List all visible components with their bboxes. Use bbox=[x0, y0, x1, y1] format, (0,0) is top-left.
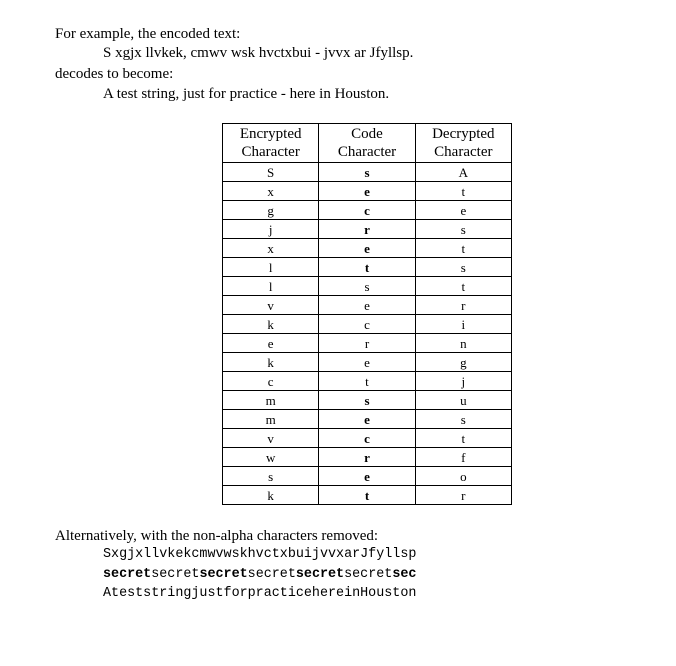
code-cell: e bbox=[319, 467, 415, 486]
header-code: Code Character bbox=[319, 124, 415, 163]
key-segment: sec bbox=[392, 567, 417, 582]
key-segment: secret bbox=[199, 567, 248, 582]
encrypted-cell: g bbox=[223, 201, 319, 220]
encrypted-string: SxgjxllvkekcmwvwskhvctxbuijvvxarJfyllsp bbox=[103, 547, 417, 562]
table-row bbox=[223, 201, 512, 220]
encrypted-cell: v bbox=[223, 429, 319, 448]
code-cell: c bbox=[319, 315, 415, 334]
code-cell: e bbox=[319, 410, 415, 429]
table-row bbox=[223, 410, 512, 429]
encrypted-cell: s bbox=[223, 467, 319, 486]
decrypted-string: AteststringjustforpracticehereinHouston bbox=[103, 586, 417, 601]
table-row bbox=[223, 372, 512, 391]
encrypted-cell: k bbox=[223, 353, 319, 372]
code-cell: e bbox=[319, 239, 415, 258]
encrypted-cell: v bbox=[223, 296, 319, 315]
table-row bbox=[223, 334, 512, 353]
table-row bbox=[223, 353, 512, 372]
code-cell: r bbox=[319, 220, 415, 239]
key-segment: secret bbox=[295, 567, 345, 582]
encrypted-cell: e bbox=[223, 334, 319, 353]
key-segment: secret bbox=[247, 567, 296, 582]
key-string bbox=[103, 566, 416, 584]
decrypted-cell: t bbox=[415, 239, 511, 258]
encrypted-cell: x bbox=[223, 182, 319, 201]
header-encrypted: Encrypted Character bbox=[223, 124, 319, 163]
table-header-row bbox=[223, 124, 512, 163]
code-cell: t bbox=[319, 486, 415, 505]
code-cell: s bbox=[319, 391, 415, 410]
code-cell: s bbox=[319, 277, 415, 296]
table-row bbox=[223, 258, 512, 277]
table-row bbox=[223, 467, 512, 486]
code-cell: r bbox=[319, 448, 415, 467]
encrypted-cell: w bbox=[223, 448, 319, 467]
key-segment: secret bbox=[151, 567, 200, 582]
decrypted-cell: u bbox=[415, 391, 511, 410]
decrypted-cell: s bbox=[415, 220, 511, 239]
alternative-heading: Alternatively, with the non-alpha characters removed: bbox=[55, 528, 379, 544]
decrypted-cell: r bbox=[415, 296, 511, 315]
table-row bbox=[223, 448, 512, 467]
code-cell: s bbox=[319, 163, 415, 182]
code-cell: e bbox=[319, 182, 415, 201]
table-row bbox=[223, 277, 512, 296]
decrypted-cell: t bbox=[415, 182, 511, 201]
decrypted-cell: e bbox=[415, 201, 511, 220]
code-cell: t bbox=[319, 258, 415, 277]
table-row bbox=[223, 315, 512, 334]
code-cell: c bbox=[319, 201, 415, 220]
decrypted-cell: s bbox=[415, 410, 511, 429]
header-decrypted: Decrypted Character bbox=[415, 124, 511, 163]
code-cell: r bbox=[319, 334, 415, 353]
code-cell: e bbox=[319, 296, 415, 315]
encrypted-cell: k bbox=[223, 315, 319, 334]
encrypted-cell: l bbox=[223, 258, 319, 277]
code-cell: c bbox=[319, 429, 415, 448]
encrypted-cell: j bbox=[223, 220, 319, 239]
encoded-text: S xgjx llvkek, cmwv wsk hvctxbui - jvvx ar Jfyllsp. bbox=[103, 45, 414, 61]
key-segment: secret bbox=[344, 567, 393, 582]
decrypted-cell: n bbox=[415, 334, 511, 353]
encrypted-cell: x bbox=[223, 239, 319, 258]
decrypted-cell: A bbox=[415, 163, 511, 182]
table-row bbox=[223, 429, 512, 448]
intro-line: For example, the encoded text: bbox=[55, 26, 241, 42]
decrypted-cell: f bbox=[415, 448, 511, 467]
encrypted-cell: c bbox=[223, 372, 319, 391]
code-cell: e bbox=[319, 353, 415, 372]
decrypted-cell: t bbox=[415, 277, 511, 296]
key-segment: secret bbox=[103, 567, 152, 582]
decrypted-cell: r bbox=[415, 486, 511, 505]
decrypted-cell: o bbox=[415, 467, 511, 486]
decrypted-cell: t bbox=[415, 429, 511, 448]
table-row bbox=[223, 163, 512, 182]
encrypted-cell: l bbox=[223, 277, 319, 296]
decodes-line: decodes to become: bbox=[55, 66, 174, 82]
decrypted-cell: g bbox=[415, 353, 511, 372]
table-row bbox=[223, 391, 512, 410]
encrypted-cell: m bbox=[223, 410, 319, 429]
table-row bbox=[223, 486, 512, 505]
table-row bbox=[223, 182, 512, 201]
table-row bbox=[223, 239, 512, 258]
encrypted-cell: k bbox=[223, 486, 319, 505]
encrypted-cell: S bbox=[223, 163, 319, 182]
table-row bbox=[223, 220, 512, 239]
cipher-table bbox=[222, 123, 512, 505]
encrypted-cell: m bbox=[223, 391, 319, 410]
table-row bbox=[223, 296, 512, 315]
decoded-text: A test string, just for practice - here in Houston. bbox=[103, 86, 390, 102]
decrypted-cell: j bbox=[415, 372, 511, 391]
decrypted-cell: i bbox=[415, 315, 511, 334]
decrypted-cell: s bbox=[415, 258, 511, 277]
code-cell: t bbox=[319, 372, 415, 391]
